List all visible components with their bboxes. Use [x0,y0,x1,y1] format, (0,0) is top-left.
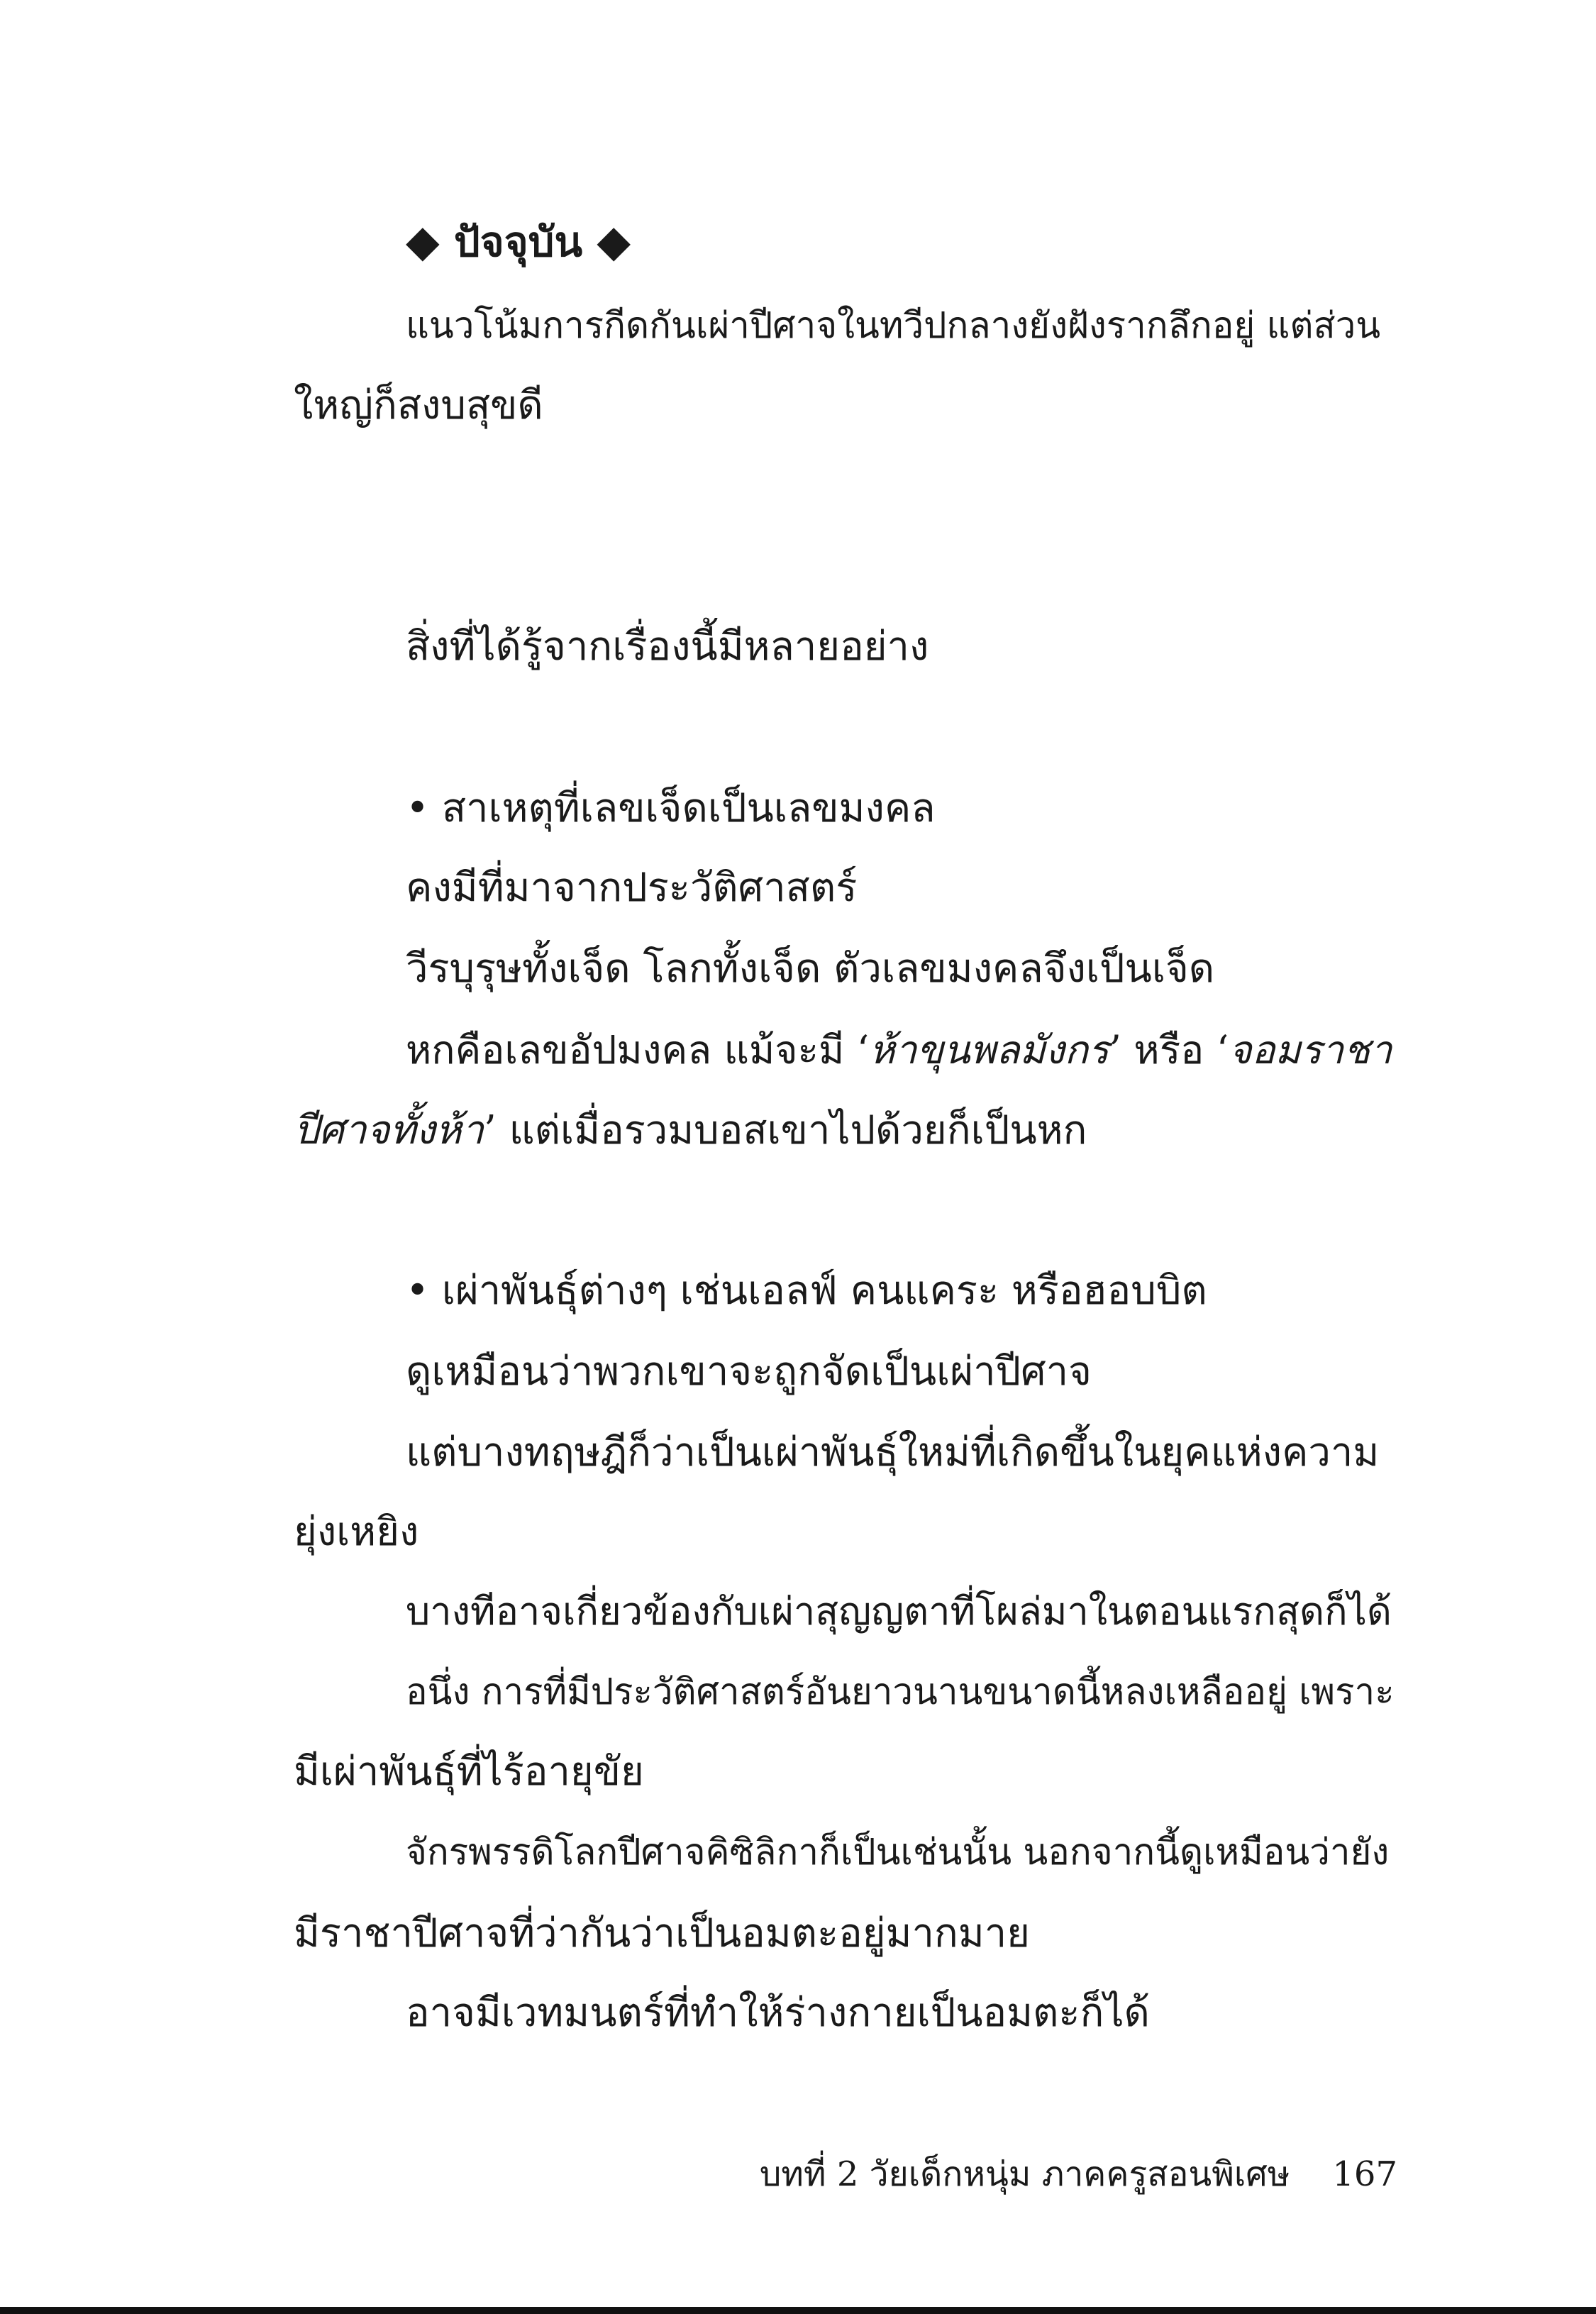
paragraph-line: มีเผ่าพันธุ์ที่ไร้อายุขัย [294,1749,644,1795]
page-footer [760,2149,1397,2199]
paragraph-line: ยุ่งเหยิง [294,1509,419,1555]
bullet-item: • สาเหตุที่เลขเจ็ดเป็นเลขมงคล [406,785,936,831]
page-number: 167 [1332,2154,1397,2194]
diamond-icon-left: ◆ [406,215,440,267]
paragraph-line: แนวโน้มการกีดกันเผ่าปีศาจในทวีปกลางยังฝังรากลึกอยู่ แต่ส่วน [406,305,1381,347]
paragraph-line: สิ่งที่ได้รู้จากเรื่องนี้มีหลายอย่าง [406,624,929,670]
italic-text: ปีศาจทั้งห้า [294,1107,484,1153]
text-run: ’ หรือ ‘ [1109,1027,1229,1073]
paragraph-line: อาจมีเวทมนตร์ที่ทำให้ร่างกายเป็นอมตะก็ได้ [406,1990,1150,2036]
bottom-border [0,2307,1596,2314]
paragraph-line [294,1102,1087,1159]
paragraph-line: จักรพรรดิโลกปีศาจคิซิลิกาก็เป็นเช่นนั้น นอกจากนี้ดูเหมือนว่ายัง [406,1832,1390,1873]
text-run: ’ แต่เมื่อรวมบอสเขาไปด้วยก็เป็นหก [483,1107,1087,1153]
text-run: หกคือเลขอัปมงคล แม้จะมี ‘ [406,1027,870,1073]
section-title: ปัจจุบัน [453,218,583,266]
italic-text: ห้าขุนพลมังกร [869,1027,1109,1073]
paragraph-line: คงมีที่มาจากประวัติศาสตร์ [406,865,858,911]
diamond-icon-right: ◆ [597,215,631,267]
paragraph-line: มีราชาปีศาจที่ว่ากันว่าเป็นอมตะอยู่มากมาย [294,1910,1030,1956]
bullet-item: • เผ่าพันธุ์ต่างๆ เช่นเอลฟ์ คนแคระ หรือฮอบบิต [406,1268,1207,1314]
paragraph-line: แต่บางทฤษฎีก็ว่าเป็นเผ่าพันธุ์ใหม่ที่เกิดขึ้นในยุคแห่งความ [406,1429,1380,1476]
running-title: บทที่ 2 วัยเด็กหนุ่ม ภาคครูสอนพิเศษ [759,2154,1290,2194]
paragraph-line [406,1022,1392,1078]
italic-text: จอมราชา [1229,1027,1392,1073]
paragraph-line: บางทีอาจเกี่ยวข้องกับเผ่าสุญญตาที่โผล่มาในตอนแรกสุดก็ได้ [406,1589,1392,1634]
paragraph-line: อนึ่ง การที่มีประวัติศาสตร์อันยาวนานขนาดนี้หลงเหลืออยู่ เพราะ [406,1671,1395,1713]
section-heading [406,213,631,270]
paragraph-line: ใหญ่ก็สงบสุขดี [294,382,543,428]
paragraph-line: ดูเหมือนว่าพวกเขาจะถูกจัดเป็นเผ่าปีศาจ [406,1349,1092,1395]
paragraph-line: วีรบุรุษทั้งเจ็ด โลกทั้งเจ็ด ตัวเลขมงคลจึงเป็นเจ็ด [406,946,1215,992]
